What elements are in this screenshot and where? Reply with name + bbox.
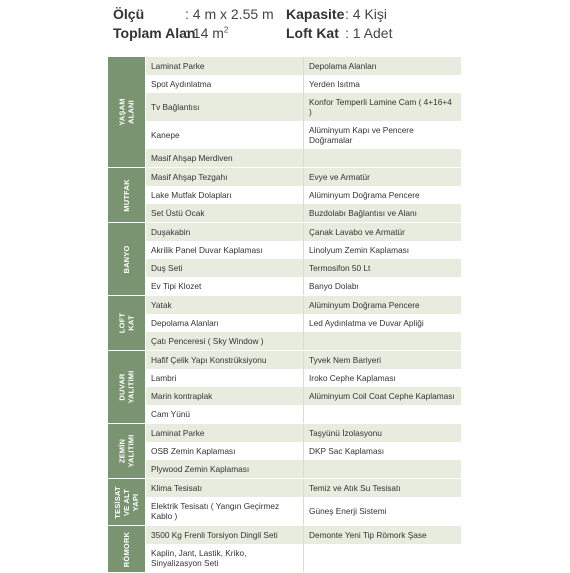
feature-right — [303, 405, 461, 423]
section-label: MUTFAK — [122, 178, 131, 212]
feature-right: Taşyünü İzolasyonu — [303, 424, 461, 442]
section-label: YAŞAM ALANI — [117, 98, 136, 126]
section-label-cell — [108, 223, 145, 295]
alan-label: Toplam Alan — [113, 25, 196, 41]
feature-right: Alüminyum Doğrama Pencere — [303, 186, 461, 204]
feature-right — [303, 460, 461, 478]
table-row — [145, 351, 461, 369]
section-4 — [108, 351, 461, 424]
feature-left: Hafif Çelik Yapı Konstrüksiyonu — [145, 351, 303, 369]
table-row — [145, 424, 461, 442]
table-row — [145, 479, 461, 497]
alan-unit-superscript: 2 — [223, 25, 229, 35]
table-row — [145, 442, 461, 460]
feature-left: Set Üstü Ocak — [145, 204, 303, 222]
feature-left: Lambri — [145, 369, 303, 387]
table-row — [145, 168, 461, 186]
feature-right: Alüminyum Coil Coat Cephe Kaplaması — [303, 387, 461, 405]
table-row — [145, 296, 461, 314]
section-5 — [108, 424, 461, 479]
section-rows — [145, 424, 461, 478]
feature-left: Klima Tesisatı — [145, 479, 303, 497]
table-row — [145, 314, 461, 332]
olcu-label: Ölçü — [113, 6, 145, 22]
feature-left: Duş Seti — [145, 259, 303, 277]
feature-left: Spot Aydınlatma — [145, 75, 303, 93]
feature-left: Ev Tipi Klozet — [145, 277, 303, 295]
table-row — [145, 241, 461, 259]
spec-table — [108, 57, 461, 573]
feature-right: Alüminyum Doğrama Pencere — [303, 296, 461, 314]
feature-left: Yatak — [145, 296, 303, 314]
table-row — [145, 93, 461, 121]
section-label: RÖMORK — [122, 531, 131, 567]
feature-left: OSB Zemin Kaplaması — [145, 442, 303, 460]
section-rows — [145, 168, 461, 222]
header-row-2 — [113, 25, 533, 44]
section-rows — [145, 296, 461, 350]
section-label: TESİSAT VE ALT YAPI — [113, 485, 140, 519]
section-label-cell — [108, 424, 145, 478]
olcu-value: : 4 m x 2.55 m — [185, 6, 274, 22]
loft-label: Loft Kat — [286, 25, 339, 41]
feature-right: Iroko Cephe Kaplaması — [303, 369, 461, 387]
feature-left: 3500 Kg Frenli Torsiyon Dingil Seti — [145, 526, 303, 544]
feature-left: Çatı Penceresi ( Sky Window ) — [145, 332, 303, 350]
section-0 — [108, 57, 461, 168]
section-2 — [108, 223, 461, 296]
loft-value: : 1 Adet — [345, 25, 393, 41]
table-row — [145, 259, 461, 277]
section-label: DUVAR YALITIMI — [117, 370, 136, 404]
section-label-cell — [108, 351, 145, 423]
feature-right: DKP Sac Kaplaması — [303, 442, 461, 460]
feature-left: Lake Mutfak Dolapları — [145, 186, 303, 204]
section-rows — [145, 526, 461, 572]
table-row — [145, 332, 461, 350]
table-row — [145, 405, 461, 423]
feature-left: Masif Ahşap Merdiven — [145, 149, 303, 167]
feature-left: Tv Bağlantısı — [145, 93, 303, 121]
feature-left: Depolama Alanları — [145, 314, 303, 332]
feature-left: Laminat Parke — [145, 57, 303, 75]
alan-value — [185, 25, 228, 41]
feature-right: Buzdolabı Bağlantısı ve Alanı — [303, 204, 461, 222]
section-label-cell — [108, 479, 145, 525]
section-rows — [145, 57, 461, 167]
feature-left: Elektrik Tesisatı ( Yangın Geçirmez Kablo ) — [145, 497, 303, 525]
feature-right — [303, 332, 461, 350]
section-label: ZEMİN YALITIMI — [117, 434, 136, 468]
feature-right: Linolyum Zemin Kaplaması — [303, 241, 461, 259]
feature-left: Masif Ahşap Tezgahı — [145, 168, 303, 186]
section-1 — [108, 168, 461, 223]
section-rows — [145, 351, 461, 423]
table-row — [145, 460, 461, 478]
table-row — [145, 497, 461, 525]
feature-right: Termosifon 50 Lt — [303, 259, 461, 277]
table-row — [145, 204, 461, 222]
feature-right: Güneş Enerji Sistemi — [303, 497, 461, 525]
table-row — [145, 75, 461, 93]
feature-left: Duşakabin — [145, 223, 303, 241]
feature-right: Yerden Isıtma — [303, 75, 461, 93]
feature-right: Evye ve Armatür — [303, 168, 461, 186]
section-rows — [145, 479, 461, 525]
table-row — [145, 277, 461, 295]
table-row — [145, 544, 461, 572]
feature-left: Marin kontraplak — [145, 387, 303, 405]
feature-left: Plywood Zemin Kaplaması — [145, 460, 303, 478]
section-3 — [108, 296, 461, 351]
section-rows — [145, 223, 461, 295]
feature-right: Çanak Lavabo ve Armatür — [303, 223, 461, 241]
header-row-1 — [113, 6, 533, 25]
kapasite-value: : 4 Kişi — [345, 6, 388, 22]
section-label-cell — [108, 168, 145, 222]
table-row — [145, 186, 461, 204]
feature-left: Laminat Parke — [145, 424, 303, 442]
section-label-cell — [108, 526, 145, 572]
table-row — [145, 369, 461, 387]
table-row — [145, 223, 461, 241]
feature-right: Depolama Alanları — [303, 57, 461, 75]
section-label: LOFT KAT — [117, 312, 136, 334]
table-row — [145, 121, 461, 149]
feature-right: Demonte Yeni Tip Römork Şase — [303, 526, 461, 544]
feature-right: Led Aydınlatma ve Duvar Apliği — [303, 314, 461, 332]
section-7 — [108, 526, 461, 573]
feature-right — [303, 149, 461, 167]
feature-right — [303, 544, 461, 572]
feature-left: Kanepe — [145, 121, 303, 149]
alan-value-text: : 14 m — [185, 25, 224, 41]
section-label-cell — [108, 57, 145, 167]
section-6 — [108, 479, 461, 526]
table-row — [145, 387, 461, 405]
table-row — [145, 57, 461, 75]
table-row — [145, 526, 461, 544]
kapasite-label: Kapasite — [286, 6, 345, 22]
table-row — [145, 149, 461, 167]
spec-header — [113, 6, 533, 46]
feature-left: Kaplin, Jant, Lastik, Kriko, Sinyalizasyon Seti — [145, 544, 303, 572]
feature-right: Tyvek Nem Bariyeri — [303, 351, 461, 369]
feature-right: Alüminyum Kapı ve Pencere Doğramalar — [303, 121, 461, 149]
section-label: BANYO — [122, 244, 131, 274]
feature-left: Akrilik Panel Duvar Kaplaması — [145, 241, 303, 259]
feature-left: Cam Yünü — [145, 405, 303, 423]
feature-right: Konfor Temperli Lamine Cam ( 4+16+4 ) — [303, 93, 461, 121]
feature-right: Banyo Dolabı — [303, 277, 461, 295]
section-label-cell — [108, 296, 145, 350]
feature-right: Temiz ve Atık Su Tesisatı — [303, 479, 461, 497]
